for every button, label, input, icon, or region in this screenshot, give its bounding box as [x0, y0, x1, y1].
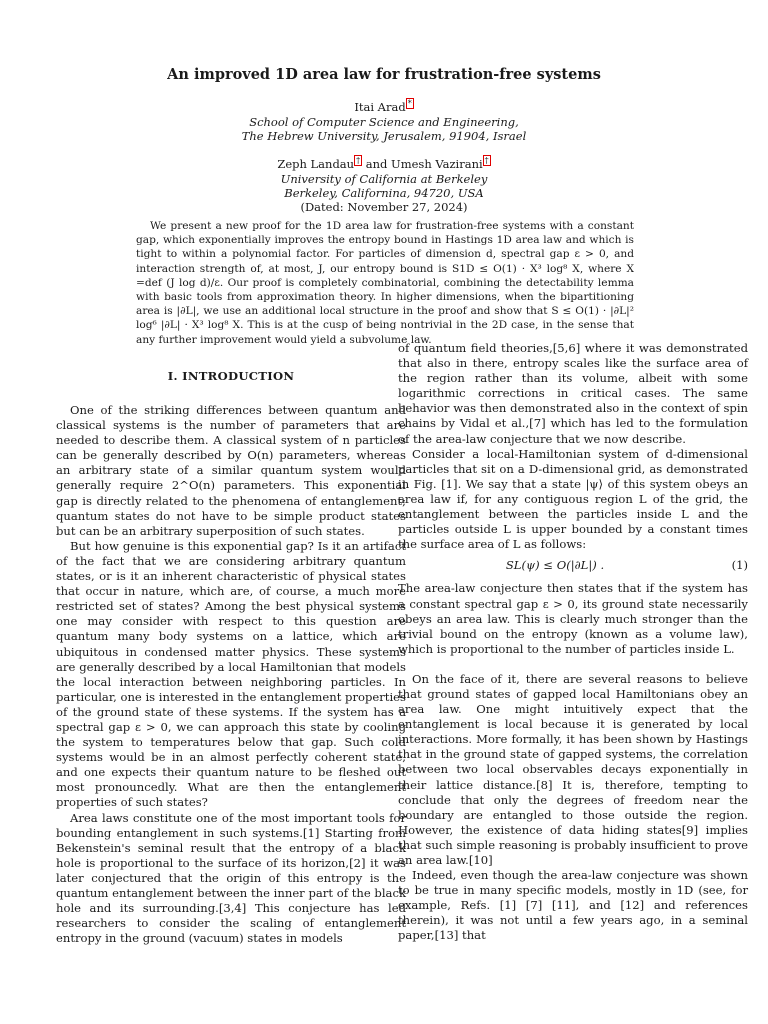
- affiliation-1-line-1: School of Computer Science and Engineering,: [249, 115, 519, 129]
- left-column: [56, 403, 406, 946]
- paragraph: The area-law conjecture then states that if the system has a constant spectral gap ε > 0, its ground state necessarily obeys an area law. This is clearly much stronger than the trivial bound on the entropy (known as a volume law), which is proportional to the number of particles inside L.: [398, 581, 748, 656]
- footnote-mark-star[interactable]: *: [407, 99, 412, 109]
- paragraph: Consider a local-Hamiltonian system of d-dimensional particles that sit on a D-dimensional grid, as demonstrated in Fig. [1]. We say that a state |ψ⟩ of this system obeys an area law if, for any contiguous region L of the grid, the entanglement between the particles inside L and the particles outside L is upper bounded by a constant times the surface area of L as follows:: [398, 446, 748, 552]
- affiliation-1-line-2: The Hebrew University, Jerusalem, 91904, Israel: [241, 129, 527, 143]
- paper-title: An improved 1D area law for frustration-free systems: [167, 66, 601, 83]
- author-line-2: [0, 157, 768, 171]
- equation-number: (1): [731, 558, 748, 573]
- author-vazirani: Umesh Vazirani: [391, 157, 483, 171]
- author-arad: Itai Arad: [354, 100, 406, 114]
- paragraph: But how genuine is this exponential gap? Is it an artifact of the fact that we are considering arbitrary quantum states, or is it an inherent characteristic of physical states that occur in nature, which are, of course, a much more restricted set of states? Among the best physical systems one may consider with respect to this question are quantum many body systems on a lattice, which are ubiquitous in condensed matter physics. These systems are generally described by a local Hamiltonian that models the local interaction between neighboring particles. In particular, one is interested in the entanglement properties of the ground state of these systems. If the system has a spectral gap ε > 0, we can approach this state by cooling the system to temperatures below that gap. Such cold systems would be in an almost perfectly coherent state, and one expects their quantum nature to be fleshed out most pronouncedly. What are then the entanglement properties of such states?: [56, 538, 406, 810]
- abstract: We present a new proof for the 1D area law for frustration-free systems with a constant gap, which exponentially improves the entropy bound in Hastings 1D area law and which is tight to within a polynomial factor. For particles of dimension d, spectral gap ε > 0, and interaction strength of, at most, J, our entropy bound is S1D ≤ O(1) · X³ log⁸ X, where X =def (J log d)/ε. Our proof is completely combinatorial, combining the detectability lemma with basic tools from approximation theory. In higher dimensions, when the bipartitioning area is |∂L|, we use an additional local structure in the proof and show that S ≤ O(1) · |∂L|² log⁶ |∂L| · X³ log⁸ X. This is at the cusp of being nontrivial in the 2D case, in the sense that any further improvement would yield a subvolume law.: [136, 220, 634, 346]
- author-and: and: [365, 157, 388, 171]
- paragraph: Area laws constitute one of the most important tools for bounding entanglement in such systems.[1] Starting from Bekenstein's seminal result that the entropy of a black hole is proportional to the surface of its horizon,[2] it was later conjectured that the origin of this entropy is the quantum entanglement between the inner part of the black hole and its surrounding.[3,4] This conjecture has led researchers to consider the scaling of entanglement entropy in the ground (vacuum) states in models: [56, 810, 406, 946]
- right-column: [398, 341, 748, 944]
- affiliation-2-line-1: University of California at Berkeley: [280, 172, 488, 186]
- dated-line: (Dated: November 27, 2024): [300, 200, 468, 214]
- paragraph: One of the striking differences between quantum and classical systems is the number of parameters that are needed to describe them. A classical system of n particles can be generally described by O(n) parameters, whereas an arbitrary state of a similar quantum system would generally require 2^O(n) parameters. This exponential gap is directly related to the phenomena of entanglement; quantum states do not have to be simple product states but can be an arbitrary superposition of such states.: [56, 403, 406, 538]
- affiliation-2-line-2: Berkeley, Californina, 94720, USA: [284, 186, 484, 200]
- section-heading-introduction: I. INTRODUCTION: [167, 369, 295, 383]
- equation-body: SL(ψ) ≤ O(|∂L|) .: [505, 558, 605, 573]
- paragraph: On the face of it, there are several reasons to believe that ground states of gapped local Hamiltonians obey an area law. One might intuitively expect that the entanglement is local because it is generated by local interactions. More formally, it has been shown by Hastings that in the ground state of gapped systems, the correlation between two local observables decays exponentially in their lattice distance.[8] It is, therefore, tempting to conclude that only the degrees of freedom near the boundary are entangled to those outside the region. However, the existence of data hiding states[9] implies that such simple reasoning is probably insufficient to prove an area law.[10]: [398, 671, 748, 867]
- author-line-1: [0, 100, 768, 114]
- footnote-mark-dagger-2[interactable]: †: [484, 156, 489, 166]
- footnote-mark-dagger-1[interactable]: †: [356, 156, 361, 166]
- paragraph: of quantum field theories,[5,6] where it was demonstrated that also in there, entropy scales like the surface area of the region rather than its volume, albeit with some logarithmic corrections in critical cases. The same behavior was then demonstrated also in the context of spin chains by Vidal et al.,[7] which has led to the formulation of the area-law conjecture that we now describe.: [398, 341, 748, 446]
- equation-1: [398, 558, 748, 573]
- paragraph: Indeed, even though the area-law conjecture was shown to be true in many specific models, mostly in 1D (see, for example, Refs. [1] [7] [11], and [12] and references therein), it was not until a few years ago, in a seminal paper,[13] that: [398, 868, 748, 943]
- author-landau: Zeph Landau: [277, 157, 355, 171]
